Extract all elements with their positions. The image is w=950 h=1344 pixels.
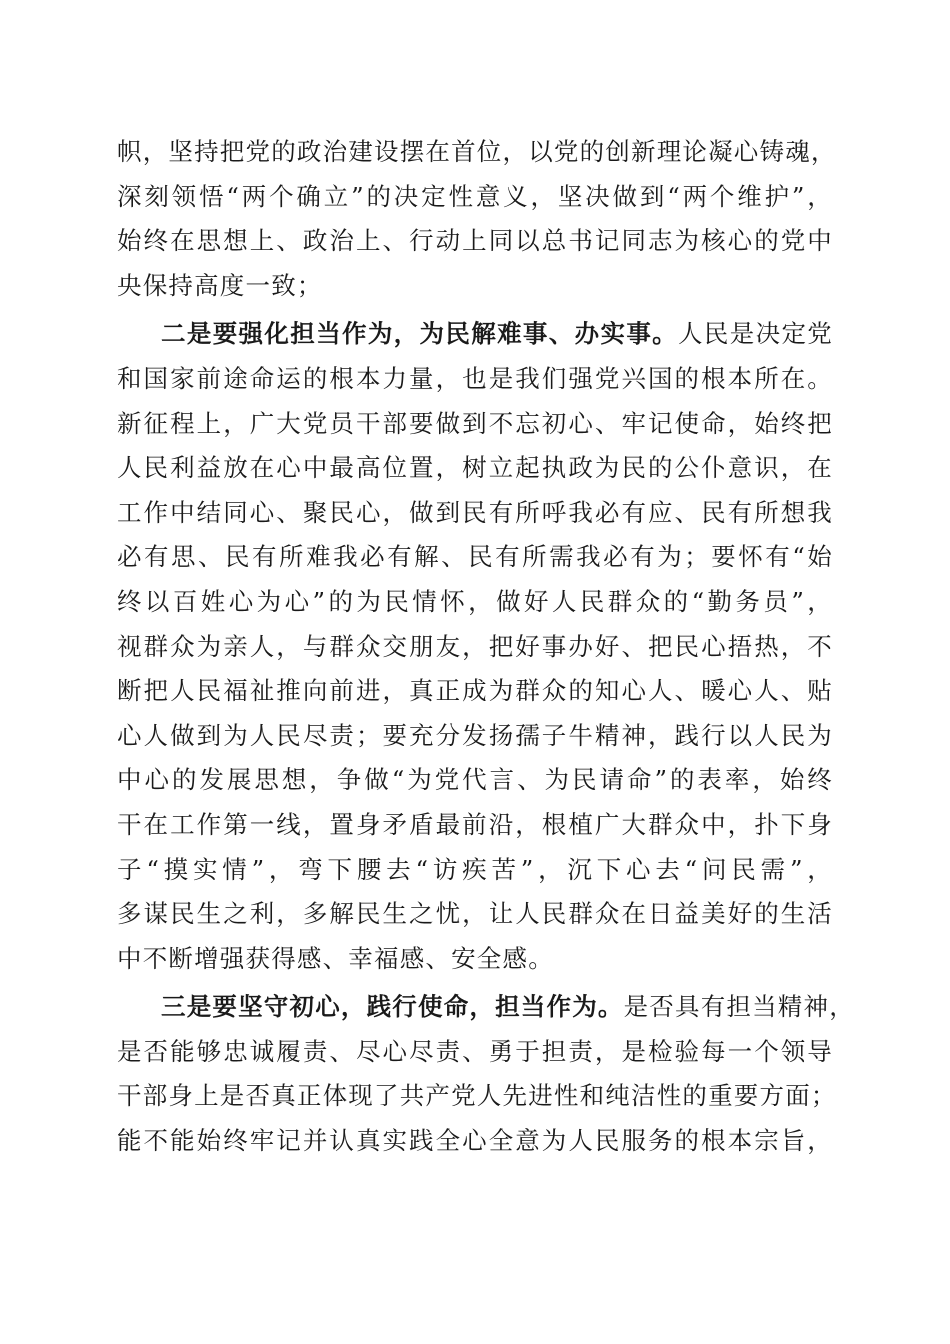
text-line: 断把人民福祉推向前进，真正成为群众的知心人、暖心人、贴 [117,676,833,706]
text-line: 心人做到为人民尽责；要充分发扬孺子牛精神，践行以人民为 [117,720,833,750]
paragraph-2-heading: 二是要强化担当作为，为民解难事、办实事。 [161,319,679,349]
paragraph-3-first-text: 是否具有担当精神， [623,992,855,1022]
text-line: 始终在思想上、政治上、行动上同以总书记同志为核心的党中 [117,226,833,256]
text-line: 终以百姓心为心”的为民情怀，做好人民群众的“勤务员”， [117,586,833,616]
text-line: 视群众为亲人，与群众交朋友，把好事办好、把民心捂热，不 [117,631,833,661]
text-line: 是否能够忠诚履责、尽心尽责、勇于担责，是检验每一个领导 [117,1036,833,1066]
text-line: 多谋民生之利，多解民生之忧，让人民群众在日益美好的生活 [117,899,833,929]
body-text [117,130,855,1164]
text-line: 必有思、民有所难我必有解、民有所需我必有为；要怀有“始 [117,542,833,572]
paragraph-2 [117,312,833,981]
text-line: 人民利益放在心中最高位置，树立起执政为民的公仆意识，在 [117,453,833,483]
text-line: 新征程上，广大党员干部要做到不忘初心、牢记使命，始终把 [117,408,833,438]
paragraph-3-heading: 三是要坚守初心，践行使命，担当作为。 [161,992,624,1022]
text-line: 深刻领悟“两个确立”的决定性意义，坚决做到“两个维护”， [117,181,833,211]
text-line [117,985,855,1030]
text-line: 子“摸实情”，弯下腰去“访疾苦”，沉下心去“问民需”， [117,854,833,884]
text-line [117,312,833,357]
text-line: 和国家前途命运的根本力量，也是我们强党兴国的根本所在。 [117,363,833,393]
paragraph-1 [117,130,837,308]
paragraph-3 [117,985,855,1163]
paragraph-2-first-text: 人民是决定党 [678,319,834,349]
text-line: 工作中结同心、聚民心，做到民有所呼我必有应、民有所想我 [117,497,833,527]
text-line: 央保持高度一致； [117,270,323,300]
text-line: 干在工作第一线，置身矛盾最前沿，根植广大群众中，扑下身 [117,809,833,839]
text-line: 中不断增强获得感、幸福感、安全感。 [117,943,554,973]
text-line: 中心的发展思想，争做“为党代言、为民请命”的表率，始终 [117,765,833,795]
text-line: 帜，坚持把党的政治建设摆在首位，以党的创新理论凝心铸魂， [117,137,837,166]
text-line: 能不能始终牢记并认真实践全心全意为人民服务的根本宗旨， [117,1126,833,1156]
text-line: 干部身上是否真正体现了共产党人先进性和纯洁性的重要方面； [117,1081,837,1111]
